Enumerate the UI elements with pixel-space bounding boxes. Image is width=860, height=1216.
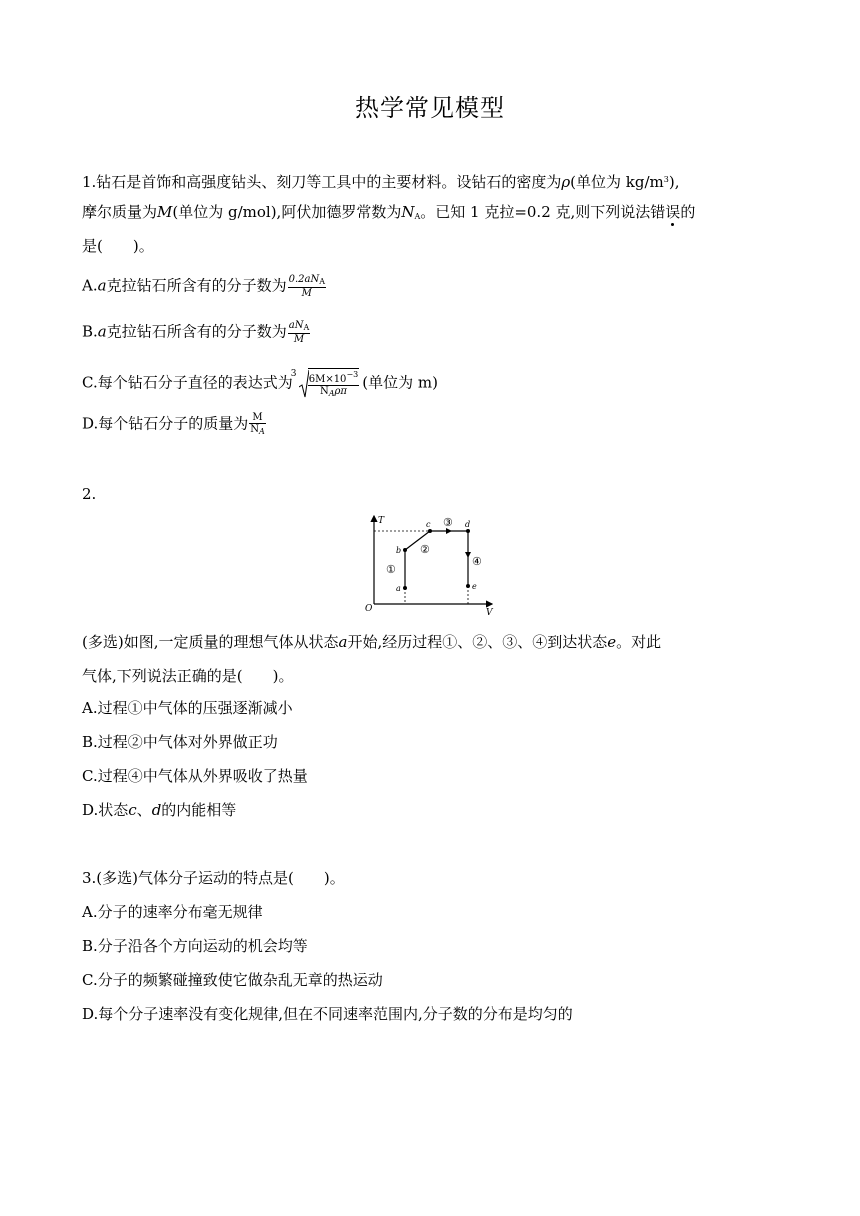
fraction [308,368,360,399]
q2-option-a: A.过程①中气体的压强逐渐减小 [82,699,293,717]
q2-option-c: C.过程④中气体从外界吸收了热量 [82,767,308,785]
numerator [308,369,360,386]
unit-note: (单位为 m) [362,373,438,392]
point-label-a: a [396,584,401,593]
fraction [249,412,266,437]
q1-text: 摩尔质量为 [82,203,158,221]
state-point [466,584,470,588]
fraction [288,320,311,345]
q1-text: ), [668,173,680,191]
point-label-c: c [426,520,431,529]
q1-option-c [82,368,438,399]
subscript: A [259,427,265,436]
state-point [403,548,407,552]
v-axis-label: V [486,608,493,618]
q2-text: 。对此 [616,633,662,651]
q3-option-b: B.分子沿各个方向运动的机会均等 [82,937,308,955]
q1-text: (单位为 g/mol),阿伏加德罗常数为 [172,203,402,221]
option-text: 克拉钻石所含有的分子数为 [106,322,287,341]
subscript: A [414,212,421,221]
q2-stem-line1 [82,632,661,652]
q1-stem-line3: 是( )。 [82,237,154,255]
tv-diagram [362,512,498,618]
state-c-symbol: c [128,801,137,819]
denominator-text: N [319,386,329,397]
point-label-b: b [396,546,402,555]
process-label-1: ① [386,563,396,576]
q2-option-b: B.过程②中气体对外界做正功 [82,733,278,751]
separator: 、 [136,801,152,819]
q1-text: 。已知 1 克拉=0.2 克,则下列说法 [420,203,651,221]
state-d-symbol: d [151,801,162,819]
numerator-text: aN [288,320,304,331]
q3-option-d: D.每个分子速率没有变化规律,但在不同速率范围内,分子数的分布是均匀的 [82,1005,573,1023]
avogadro-symbol: N [401,203,415,221]
q2-number: 2. [82,485,97,503]
variable-a: a [97,322,107,341]
emphasis-dotted-text: 误 [665,203,681,221]
numerator [288,320,311,334]
superscript: 3 [663,175,669,184]
q1-option-d [82,412,267,437]
q1-option-a [82,274,327,299]
denominator-text: ρπ [334,386,347,397]
cube-root [290,368,361,399]
state-point [466,529,470,533]
denominator: M [293,334,305,345]
q1-stem-line1 [82,170,679,192]
molar-mass-symbol: M [157,203,173,221]
variable-a: a [97,276,107,295]
t-axis-label: T [378,516,385,526]
origin-label: O [365,604,373,614]
q2-option-d [82,800,236,820]
option-text: 的内能相等 [161,801,237,819]
denominator: M [301,288,312,299]
q2-stem-line2: 气体,下列说法正确的是( )。 [82,667,294,685]
arrow-icon [465,552,471,558]
process-label-4: ④ [472,555,482,568]
q3-option-a: A.分子的速率分布毫无规律 [82,903,263,921]
state-point [428,529,432,533]
numerator-text: 0.2aN [288,274,320,285]
option-label: B. [82,322,98,341]
root-index: 3 [290,369,297,379]
q2-text: 开始,经历过程①、②、③、④到达状态 [347,633,608,651]
option-text: 克拉钻石所含有的分子数为 [106,276,287,295]
state-e-symbol: e [607,633,617,651]
numerator: M [249,412,266,424]
q1-text: 的 [680,203,696,221]
q1-option-b [82,320,311,345]
option-text: D.每个钻石分子的质量为 [82,414,249,433]
denominator-text: N [250,424,260,435]
fraction [288,274,326,299]
denominator [249,424,266,437]
superscript: −3 [346,370,359,379]
subscript: A [328,389,335,398]
numerator-text: 6M×10 [308,374,347,385]
emphasis-text: 错 [650,203,666,221]
point-label-d: d [465,520,471,529]
process-label-3: ③ [443,516,453,529]
state-point [403,586,407,590]
option-text: C.每个钻石分子直径的表达式为 [82,373,293,392]
rho-symbol: ρ [561,173,571,191]
q1-stem-line2 [82,202,695,227]
point-label-e: e [472,582,477,591]
q2-text: (多选)如图,一定质量的理想气体从状态 [82,633,339,651]
state-a-symbol: a [338,633,348,651]
denominator [308,386,360,399]
q3-stem: 3.(多选)气体分子运动的特点是( )。 [82,869,345,887]
option-label: A. [82,276,98,295]
q1-text: 1.钻石是首饰和高强度钻头、刻刀等工具中的主要材料。设钻石的密度为 [82,173,562,191]
subscript: A [303,323,310,332]
process-label-2: ② [420,543,430,556]
q3-option-c: C.分子的频繁碰撞致使它做杂乱无章的热运动 [82,971,383,989]
page-title: 热学常见模型 [355,94,505,122]
subscript: A [319,277,325,286]
numerator [288,274,326,288]
option-text: D.状态 [82,801,129,819]
q1-text: (单位为 kg/m [570,173,664,191]
